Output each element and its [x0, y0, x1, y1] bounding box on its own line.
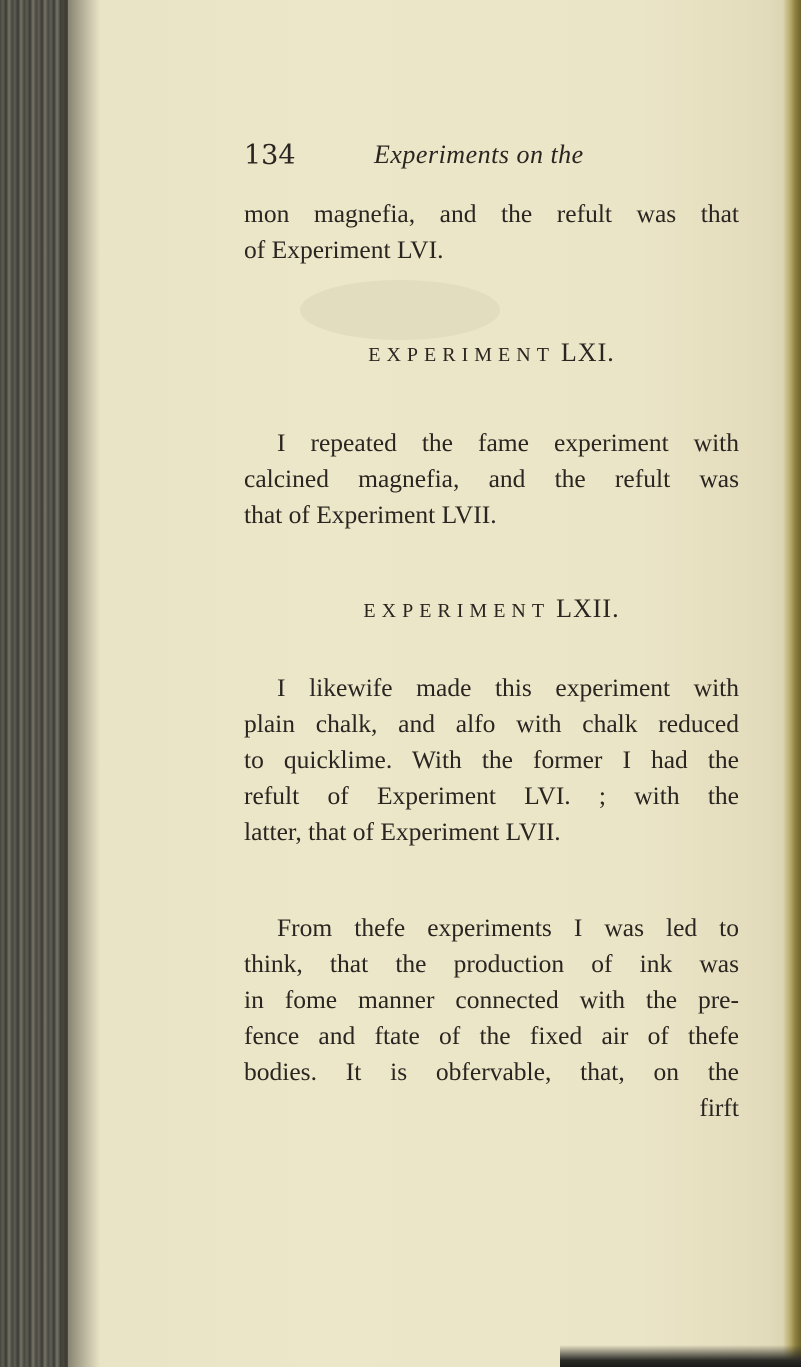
text-line: bodies. It is obfervable, that, on the [244, 1057, 739, 1086]
text-line: think, that the production of ink was [244, 949, 739, 978]
text-line: in fome manner connected with the pre- [244, 985, 739, 1014]
heading-word: EXPERIMENT [368, 344, 555, 366]
text-line: From thefe experiments I was led to [277, 913, 739, 942]
heading-word: EXPERIMENT [363, 600, 551, 622]
text-line: refult of Experiment LVI. ; with the [244, 781, 739, 810]
text-line: fence and ftate of the fixed air of thefe [244, 1021, 739, 1050]
paragraph-experiment-lxi [244, 425, 739, 533]
text-line: that of Experiment LVII. [244, 500, 497, 529]
text-line: I repeated the fame experiment with [277, 428, 739, 457]
page-edge-bottom [560, 1345, 801, 1367]
running-head: Experiments on the [374, 140, 584, 169]
section-heading-experiment-lxii [244, 594, 739, 624]
catchword: firft [699, 1093, 739, 1122]
text-line: calcined magnefia, and the refult was [244, 464, 739, 493]
text-line: of Experiment LVI. [244, 235, 444, 264]
page-number: 134 [244, 140, 296, 171]
gutter-shadow [60, 0, 100, 1367]
text-line: plain chalk, and alfo with chalk reduced [244, 709, 739, 738]
text-line: mon magnefia, and the refult was that [244, 199, 739, 228]
paragraph-conclusion [244, 910, 739, 1126]
paragraph-experiment-lxii [244, 670, 739, 850]
text-line: latter, that of Experiment LVII. [244, 817, 561, 846]
paper-stain [300, 280, 500, 340]
text-line: I likewife made this experiment with [277, 673, 739, 702]
paragraph-continuation [244, 196, 739, 268]
heading-number: LXI. [560, 338, 615, 367]
page-edge-right [783, 0, 801, 1367]
page-header [244, 140, 744, 180]
text-line: to quicklime. With the former I had the [244, 745, 739, 774]
book-binding-shadow [0, 0, 68, 1367]
section-heading-experiment-lxi [244, 338, 739, 368]
heading-number: LXII. [556, 594, 620, 623]
